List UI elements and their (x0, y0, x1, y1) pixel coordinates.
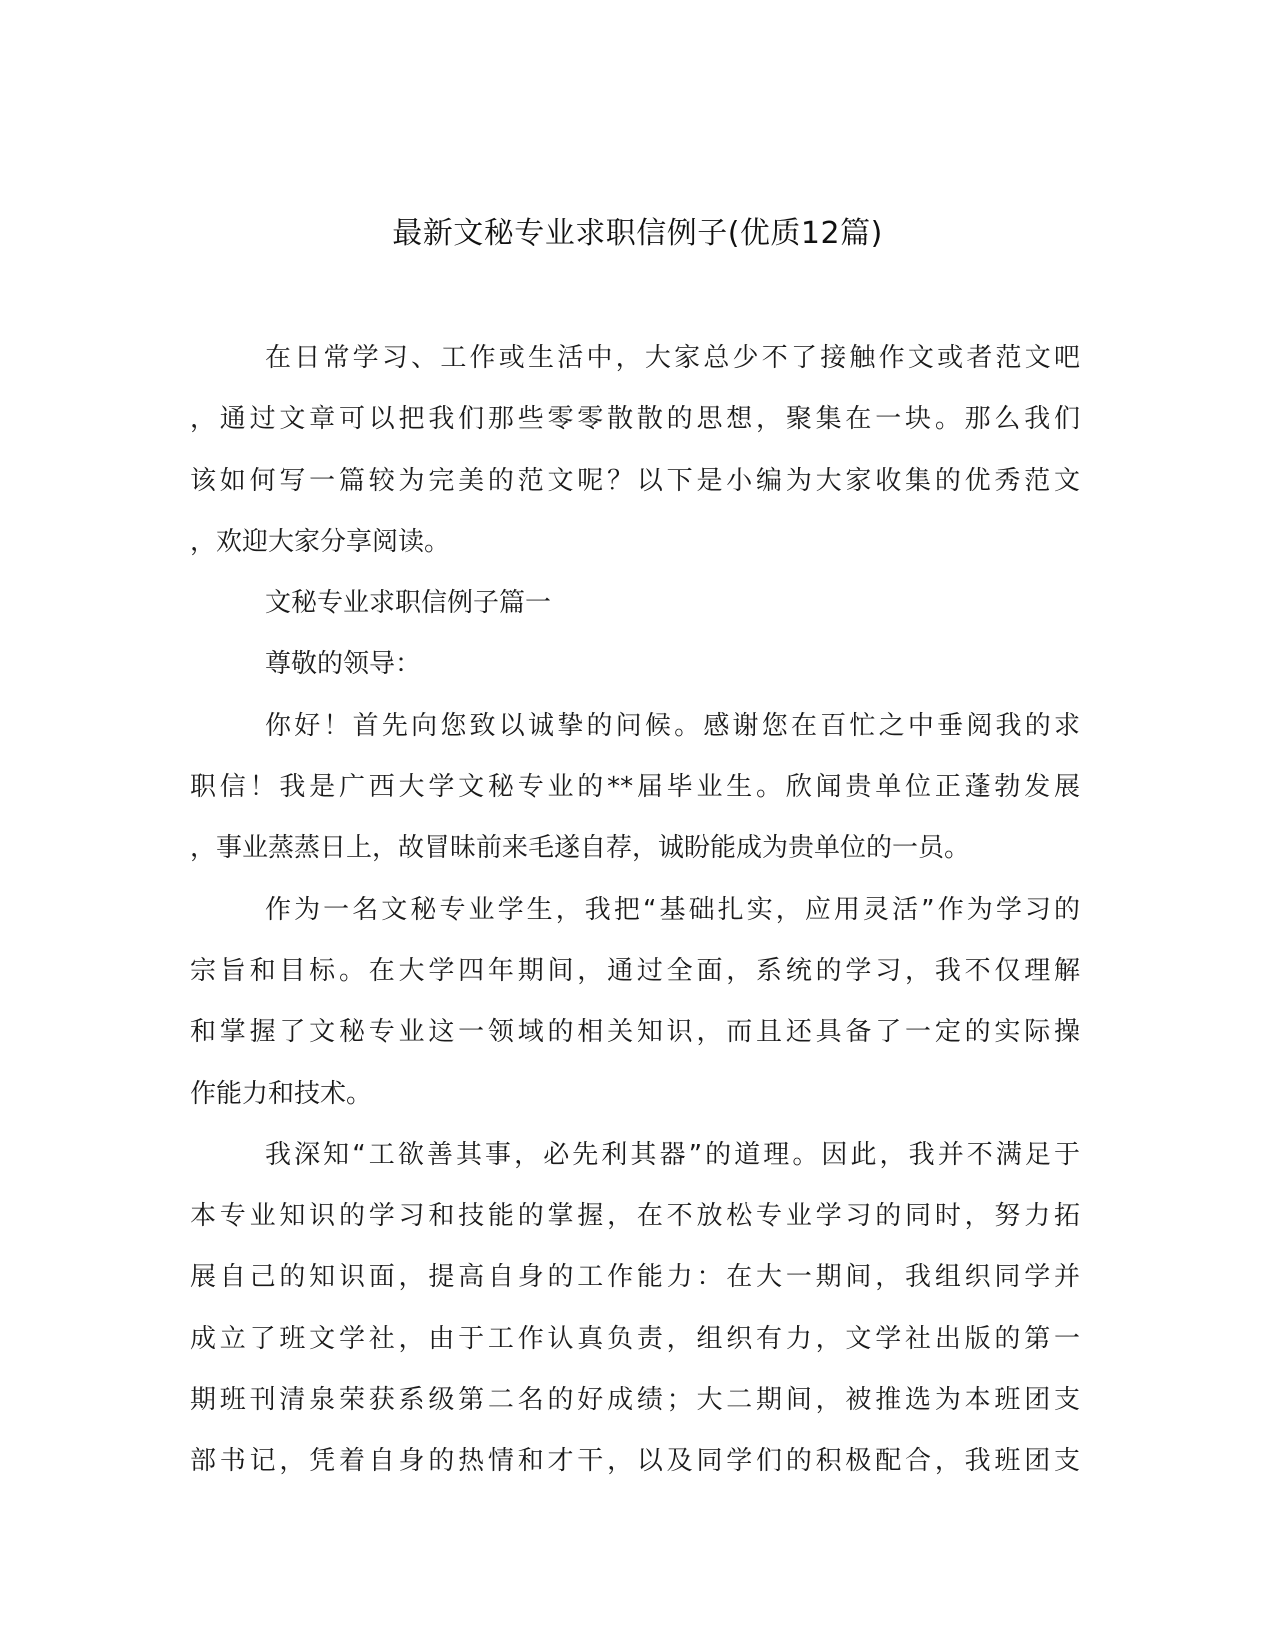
paragraph-line: 该如何写一篇较为完美的范文呢？以下是小编为大家收集的优秀范文 (190, 465, 1080, 496)
paragraph-line: 和掌握了文秘专业这一领域的相关知识，而且还具备了一定的实际操 (190, 1017, 1080, 1048)
paragraph-line: 你好！首先向您致以诚挚的问候。感谢您在百忙之中垂阅我的求 (265, 710, 1080, 741)
paragraph-line: 宗旨和目标。在大学四年期间，通过全面，系统的学习，我不仅理解 (190, 955, 1080, 986)
paragraph-line: 作为一名文秘专业学生，我把“基础扎实，应用灵活”作为学习的 (265, 894, 1080, 925)
paragraph-line: 在日常学习、工作或生活中，大家总少不了接触作文或者范文吧 (265, 343, 1080, 373)
paragraph-line: ，事业蒸蒸日上，故冒昧前来毛遂自荐，诚盼能成为贵单位的一员。 (190, 833, 971, 864)
paragraph-line: ，欢迎大家分享阅读。 (190, 526, 451, 557)
document-title: 最新文秘专业求职信例子(优质12篇) (392, 216, 883, 251)
salutation: 尊敬的领导： (265, 649, 422, 680)
paragraph-line: 本专业知识的学习和技能的掌握，在不放松专业学习的同时，努力拓 (190, 1201, 1080, 1232)
section-heading: 文秘专业求职信例子篇一 (265, 588, 552, 619)
paragraph-line: 成立了班文学社，由于工作认真负责，组织有力，文学社出版的第一 (190, 1323, 1080, 1354)
paragraph-line: 我深知“工欲善其事，必先利其器”的道理。因此，我并不满足于 (265, 1139, 1080, 1170)
paragraph-line: 期班刊清泉荣获系级第二名的好成绩；大二期间，被推选为本班团支 (190, 1385, 1080, 1416)
paragraph-line: 职信！我是广西大学文秘专业的**届毕业生。欣闻贵单位正蓬勃发展 (190, 772, 1080, 803)
paragraph-line: 展自己的知识面，提高自身的工作能力：在大一期间，我组织同学并 (190, 1262, 1080, 1293)
paragraph-line: 作能力和技术。 (190, 1078, 373, 1109)
paragraph-line: ，通过文章可以把我们那些零零散散的思想，聚集在一块。那么我们 (190, 404, 1080, 435)
paragraph-line: 部书记，凭着自身的热情和才干，以及同学们的积极配合，我班团支 (190, 1446, 1080, 1477)
document-body (190, 328, 1080, 1493)
